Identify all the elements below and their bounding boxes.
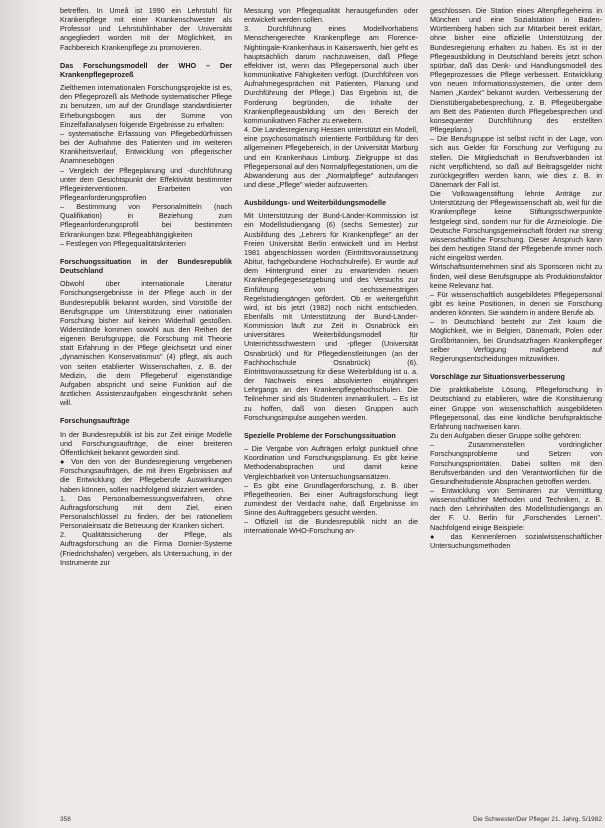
list-item: – In Deutschland besteht zur Zeit kaum die Möglichkeit, wie in Belgien, Dänemark, Polen oder Großbritannien, bei Grundsatzfragen Krankenpfleger selber Verfügung maßgebend auf Regierungsentscheidungen mitzuwirken. [430,317,602,363]
paragraph: Messung von Pflegequalität herausgefunden oder entwickelt werden sollen. [244,6,418,25]
paragraph: Mit Unterstützung der Bund-Länder-Kommission ist ein Modellstudiengang (6) (sechs Semester) zur Ausbildung des „Lehrers für Krankenpflege" an der Freien Universität Berlin entwickelt und im Herbst 1981 abgeschlossen worden (Eintrittsvoraussetzung Abitur, fachgebundene Hochschulreife). Er wurde auf dem Hintergrund einer zu erwartenden neuen Krankenpflegegesetzgebung und des Versuchs zur Einführung von sechssemestrigen Regelstudiengängen gefördert. Ob er weitergeführt wird, ist bis jetzt (1982) noch nicht entschieden. Ebenfalls mit Unterstützung der Bund-Länder-Kommission läuft zur Zeit in Osnabrück ein universitäres Weiterbildungsmodell für Unterrichtsschwestern und -pfleger (Universität Osnabrück) und für Pflegedienstleitungen (an der Fachhochschule Osnabrück) (6). Eintrittsvoraussetzung für diese Weiterbildung ist u. a. der Nachweis eines absolvierten einjährigen Lehrgangs an den Krankenpflegehochschulen. Die Teilnehmer sind als Studenten immatrikuliert. – Es ist zu hoffen, daß von diesen Gruppen auch Forschungsimpulse ausgehen werden. [244,211,418,422]
journal-reference: Die Schwester/Der Pfleger 21. Jahrg. 5/1982 [473,816,602,823]
list-item: – Entwicklung von Seminaren zur Vermittlung wissenschaftlicher Methoden und Techniken, z. B. nach den Lehrinhalten des Modellstudiengangs an der F. U. Berlin für „Forschendes Lernen". Nachfolgend einige Beispiele: [430,485,602,532]
paragraph: Die Volkswagenstiftung lehnte Anträge zur Unterstützung der Pflegewissenschaft ab, weil für die Krankenpflege keine Stiftungsschwerpunkte festgelegt sind, sondern nur für die Arzneiologie. Die Deutsche Forschungsgemeinschaft fördert nur streng wissenschaftliche Forschung. Dieser Anspruch kann bei dem heutigen Stand der Pflegeberufe immer noch nicht eingelöst werden. [430,189,602,263]
list-item: – Offiziell ist die Bundesrepublik nicht an die internationale WHO-Forschung an- [244,517,418,536]
list-item: – systematische Erfassung von Pflegebedürfnissen bei der Aufnahme des Patienten und im weiteren Krankheitsverlauf, Entwicklung von pflegerischer Anamnesebögen [60,128,232,166]
list-item: ● das Kennenlernen sozialwissenschaftlicher Untersuchungsmethoden [430,531,602,550]
heading-who-model: Das Forschungsmodell der WHO – Der Krankenpflegeprozeß [60,60,232,79]
heading-special-problems: Spezielle Probleme der Forschungssituation [244,430,396,440]
numbered-item: 1. Das Personalbemessungsverfahren, ohne Auftragsforschung mit dem Ziel, einen Personalschlüssel zu finden, der bei rationellem Personaleinsatz die Betreuung der Kranken sichert. [60,493,232,531]
paragraph: Zielthemen internationalen Forschungsprojekte ist es, den Pflegeprozeß als Methode systematischer Pflege zu benutzen, um auf der Grundlage standardisierter Erhebungsbogen aus der Summe von Einzelfallanalysen folgende Ergebnisse zu erhalten: [60,83,232,129]
intro-paragraph: betreffen. In Umeå ist 1990 ein Lehrstuhl für Krankenpflege mit einer Krankenschwester als Professor und Lehrstuhlinhaber der Universität angegliedert worden mit der Möglichkeit, im Fachbereich Krankenpflege zu promovieren. [60,6,232,52]
paragraph: Obwohl über internationale Literatur Forschungsergebnisse in der Pflege auch in der Bundesrepublik bekannt wurden, sind Vorstöße der Berufsgruppe um Unterstützung einer nationalen Forschung bisher auf keinen Widerhall gestoßen. Widerstände kommen sowohl aus den Reihen der eigenen Berufsgruppe, die Forschung mit Theorie statt Erfahrung in der Pflege gleichsetzt und einer „dynamischen Konservatismus" (4) pflegt, als auch von seiten etablierter Wissenschaften, z. B. der Medizin, die dem Pflegeberuf eigenständige Aufgaben abspricht und seine Funktion auf die ärztlichen Assistenzaufgaben eingeschränkt sehen will. [60,279,232,408]
paragraph: In der Bundesrepublik ist bis zur Zeit einige Modelle und Forschungsaufträge, die einer breiteren Öffentlichkeit bekannt geworden sind. [60,429,232,457]
numbered-item: 3. Durchführung eines Modellvorhabens Menschengerechte Krankenpflege am Florence-Nightingale-Krankenhaus in Kaiserswerth, hier geht es hauptsächlich darum nachzuweisen, daß Pflege effektiver ist, wenn das Pflegepersonal auch über kommunikative Fähigkeiten verfügt. (Durchführen von Aufnahmegesprächen mit Patienten, Planung und Durchführung der Pflege.) Das Ergebnis ist, die Forderung begründen, die Inhalte der Krankenpflegeausbildung um den Bereich der kommunikativen Fächer zu erweitern. [244,24,418,125]
column-3 [430,6,602,816]
list-item: – Es gibt eine Grundlagenforschung, z. B. über Pflegetheorien. Bei einer Auftragsforschung liegt zumindest der Verdacht nahe, daß Ergebnisse im Sinne des Auftraggebers gesucht werden. [244,480,418,518]
column-1 [60,6,232,816]
heading-training-models: Ausbildungs- und Weiterbildungsmodelle [244,198,387,208]
paragraph: Zu den Aufgaben dieser Gruppe sollte gehören: [430,431,582,441]
list-item: – Für wissenschaftlich ausgebildetes Pflegepersonal gibt es keine Positionen, in denen sie Forschung anderen könnten. Sie wandern in andere Berufe ab. [430,289,602,318]
binding-shadow [0,0,40,828]
list-item: – Die Berufsgruppe ist selbst nicht in der Lage, von sich aus Gelder für Forschung zur Verfügung zu stellen. Die Mitgliedschaft in Berufsverbänden ist nicht verpflichtend, so daß auf Beitragsgelder nicht zurückgegriffen werden kann, wie dies z. B. in Dänemark der Fall ist. [430,134,602,189]
heading-research-contracts: Forschungsaufträge [60,416,130,426]
list-item: – Festlegen von Pflegequalitätskriterien [60,238,186,248]
paragraph: Wirtschaftsunternehmen sind als Sponsoren nicht zu finden, weil diese Berufsgruppe als Produktionsfaktor keine Relevanz hat. [430,262,602,290]
heading-research-situation: Forschungssituation in der Bundesrepublik Deutschland [60,256,232,276]
numbered-item: 4. Die Landesregierung Hessen unterstützt ein Modell, eine psychosomatisch orientierte Fortbildung für den allgemeinen Pflegebereich, in der Universität Marburg und ein Krankenhaus Limburg. Zielgruppe ist das Pflegepersonal auf den Normalpflegestationen, um die Abwanderung aus der „Normalpflege" aufzufangen und diese „Pflege" wieder aufzuwerten. [244,125,418,189]
paragraph: ● Von den von der Bundesregierung vergebenen Forschungsaufträgen, die mit ihren Ergebnissen auf die Entwicklung der Pflegeberufe Auswirkungen haben können, sollen nachfolgend skizziert werden. [60,457,232,494]
list-item: – Bestimmung von Personalmitteln (nach Qualifikation) in Beziehung zum Pflegeanforderungsprofil bei bestimmten Erkrankungen bzw. Pflegeabhängigkeiten [60,202,232,239]
paragraph: geschlossen. Die Station eines Altenpflegeheims in München und eine Sozialstation in Baden-Württemberg haben sich zur Mitarbeit bereit erklärt, ohne bisher eine offizielle Unterstützung der Bundesregierung erhalten zu haben. Es ist in der Pflegeausbildung in Deutschland bereits jetzt schon spürbar, daß das Denk- und Handlungsmodell des Pflegeprozesses die Pflege verbessert. Entwicklung von neuen Informationssystemen, die unter dem Namen „Kardex" bekannt wurden. Verbesserung der Dienstübergabebesprechung, z. B. Pflegeübergabe am Bett des Patienten durch Pflegebesprechen und konsequenter Durchführung des erstellten Pflegeplans.) [430,6,602,135]
list-item: – Die Vergabe von Aufträgen erfolgt punktuell ohne Koordination und Forschungsplanung. Es gibt keine Methodenabsprachen und damit keine Vergleichbarkeit von Untersuchungsansätzen. [244,444,418,481]
column-2 [244,6,418,816]
page-number: 358 [60,816,71,823]
heading-proposals: Vorschläge zur Situationsverbesserung [430,372,565,382]
list-item: – Vergleich der Pflegeplanung und -durchführung unter dem Gesichtspunkt der Effektivität bestimmter Pflegeinterventionen. Erarbeiten von Pflegeanforderungsprofilen [60,165,232,202]
list-item: – Zusammenstellen vordringlicher Forschungsprobleme und Setzen von Forschungsprioritäten. Dabei sollten mit den Berufsverbänden und den Verantwortlichen für die Gesundheitsdienste Absprachen getroffen werden. [430,440,602,486]
paragraph: Die praktikabelste Lösung, Pflegeforschung in Deutschland zu etablieren, wäre die Konstituierung einer Gruppe von wissenschaftlich ausgebildeten Pflegepersonal, das eine kindliche berufspraktische Erfahrung nachweisen kann. [430,385,602,431]
numbered-item: 2. Qualitätssicherung der Pflege, als Auftragsforschung an die Firma Dornier-Systeme (Friedrichshafen) vergeben, als Untersuchung, in der Instrumente zur [60,530,232,567]
